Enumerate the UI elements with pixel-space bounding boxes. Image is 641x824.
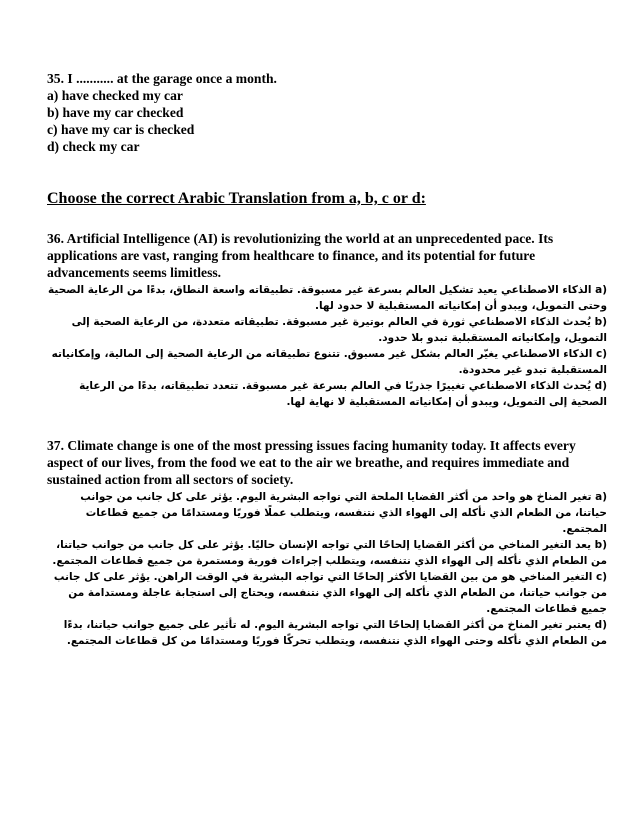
question-37-option-b bbox=[47, 537, 607, 569]
question-36-option-a bbox=[47, 282, 607, 314]
question-37 bbox=[47, 437, 607, 649]
question-37-option-d bbox=[47, 617, 607, 649]
question-37-options bbox=[47, 489, 607, 649]
option-text: الذكاء الاصطناعي يعيد تشكيل العالم بسرعة غير مسبوقة. تطبيقاته واسعة النطاق، بدءًا من الرعاية الصحية وحتى التمويل، ويبدو أن إمكانياته المستقبلية لا حدود لها. bbox=[48, 284, 607, 312]
question-35-option-c: c) have my car is checked bbox=[47, 122, 195, 137]
option-text: يعد التغير المناخي من أكثر القضايا إلحاحًا التي تواجه الإنسان حاليًا. يؤثر على كل جانب من جوانب حياتنا، من الطعام الذي نأكله إلى الهواء الذي نتنفسه، ويتطلب إجراءات فورية ومستمرة من جميع قطاعات المجتمع. bbox=[52, 539, 607, 567]
option-text: يعتبر تغير المناخ من أكثر القضايا إلحاحًا التي تواجه البشرية اليوم. له تأثير على جميع جوانب حياتنا، بدءًا من الطعام الذي نأكله وحتى الهواء الذي نتنفسه، ويتطلب تحركًا فوريًا ومستدامًا من كل قطاعات المجتمع. bbox=[63, 619, 607, 647]
question-35-stem: 35. I ........... at the garage once a month. bbox=[47, 71, 277, 86]
section-heading: Choose the correct Arabic Translation from a, b, c or d: bbox=[47, 190, 426, 207]
option-letter: a) bbox=[595, 491, 607, 503]
option-text: الذكاء الاصطناعي يغيّر العالم بشكل غير مسبوق. تتنوع تطبيقاته من الرعاية الصحية إلى المالية، وإمكانياته المستقبلية تبدو غير محدودة. bbox=[51, 348, 607, 376]
option-letter: c) bbox=[595, 348, 607, 360]
question-36-option-d bbox=[47, 378, 607, 410]
option-letter: b) bbox=[594, 539, 607, 551]
option-letter: d) bbox=[594, 380, 607, 392]
question-36 bbox=[47, 230, 607, 410]
option-letter: d) bbox=[594, 619, 607, 631]
option-text: التغير المناخي هو من بين القضايا الأكثر إلحاحًا التي تواجه البشرية في الوقت الراهن. يؤثر على كل جانب من جوانب حياتنا، من الطعام الذي نأكله إلى الهواء الذي نتنفسه، ويحتاج إلى استجابة عاجلة ومستدامة من جميع قطاعات المجتمع. bbox=[53, 571, 607, 615]
question-36-option-b bbox=[47, 314, 607, 346]
option-text: يُحدث الذكاء الاصطناعي ثورة في العالم بوتيرة غير مسبوقة. تطبيقاته متعددة، من الرعاية الصحية إلى التمويل، وإمكانياته المستقبلية تبدو بلا حدود. bbox=[71, 316, 607, 344]
question-35 bbox=[47, 70, 607, 155]
option-letter: a) bbox=[595, 284, 607, 296]
question-35-option-a: a) have checked my car bbox=[47, 88, 183, 103]
question-35-option-d: d) check my car bbox=[47, 139, 140, 154]
option-text: يُحدث الذكاء الاصطناعي تغييرًا جذريًا في العالم بسرعة غير مسبوقة. تتعدد تطبيقاته، بدءًا من الرعاية الصحية إلى التمويل، ويبدو أن إمكانياته المستقبلية لا نهاية لها. bbox=[79, 380, 607, 408]
option-letter: b) bbox=[594, 316, 607, 328]
question-36-stem: 36. Artificial Intelligence (AI) is revolutionizing the world at an unprecedented pace. Its applications are vast, ranging from healthcare to finance, and its potential for future advancements seems limitless. bbox=[47, 231, 554, 280]
option-text: تغير المناخ هو واحد من أكثر القضايا الملحة التي تواجه البشرية اليوم. يؤثر على كل جانب من جوانب حياتنا، من الطعام الذي نأكله إلى الهواء الذي نتنفسه، ويتطلب عملًا فوريًا ومستدامًا من جميع قطاعات المجتمع. bbox=[80, 491, 607, 535]
question-35-option-b: b) have my car checked bbox=[47, 105, 184, 120]
question-37-option-a bbox=[47, 489, 607, 537]
question-37-option-c bbox=[47, 569, 607, 617]
question-37-stem: 37. Climate change is one of the most pressing issues facing humanity today. It affects every aspect of our lives, from the food we eat to the air we breathe, and requires immediate and sustained action from all sectors of society. bbox=[47, 438, 576, 487]
question-36-option-c bbox=[47, 346, 607, 378]
question-36-options bbox=[47, 282, 607, 410]
option-letter: c) bbox=[595, 571, 607, 583]
